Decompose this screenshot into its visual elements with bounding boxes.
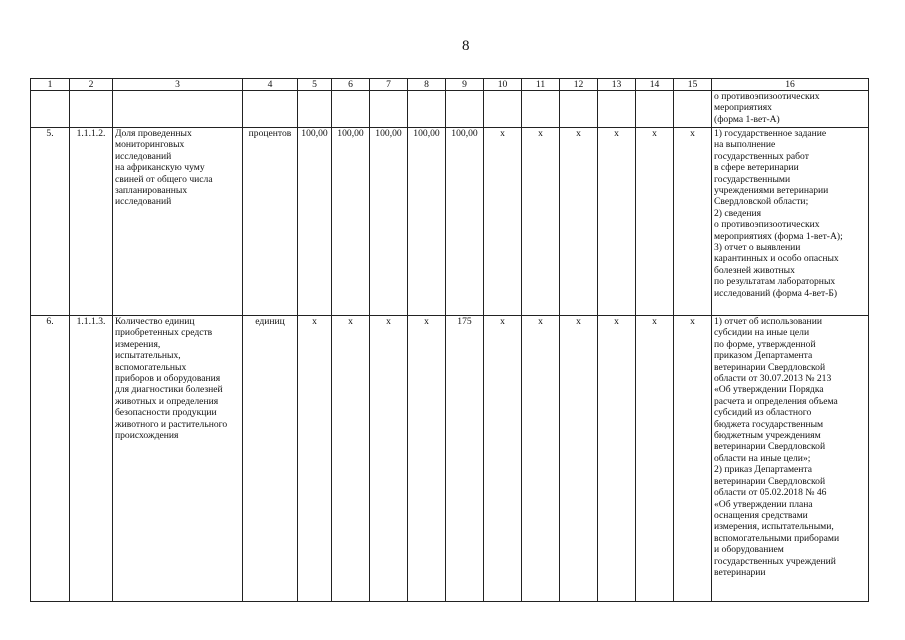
header-cell: 9 [446,79,484,91]
indicator-name: Количество единиц приобретенных средств измерения, испытательных, вспомогательных приборов и оборудования для диагностики болезней животных и определения безопасности продукции животного и растительного происхождения [113,316,243,602]
source-cell: 1) отчет об использовании субсидии на иные цели по форме, утвержденной приказом Департамента ветеринарии Свердловской области от 30.07.2013 № 213 «Об утверждении Порядка расчета и определения объема субсидий из областного бюджета государственным бюджетным учреждениям ветеринарии Свердловской области на иные цели»; 2) приказ Департамента ветеринарии Свердловской области от 05.02.2018 № 46 «Об утверждении плана оснащения средствами измерения, испытательными, вспомогательными приборами и оборудованием государственных учреждений ветеринарии [712,316,869,602]
table-row [31,128,869,316]
value-cell: 100,00 [298,128,332,316]
value-cell: 175 [446,316,484,602]
value-cell: x [636,316,674,602]
value-cell: 100,00 [446,128,484,316]
source-cell: 1) государственное задание на выполнение государственных работ в сфере ветеринарии государственными учреждениями ветеринарии Свердловской области; 2) сведения о противоэпизоотических мероприятиях (форма 1-вет-А); 3) отчет о выявлении карантинных и особо опасных болезней животных по результатам лабораторных исследований (форма 4-вет-Б) [712,128,869,316]
value-cell: x [674,316,712,602]
empty-cell [636,91,674,128]
table-row [31,316,869,602]
empty-cell [113,91,243,128]
value-cell: x [598,316,636,602]
value-cell: x [598,128,636,316]
header-cell: 16 [712,79,869,91]
empty-cell [332,91,370,128]
header-cell: 8 [408,79,446,91]
value-cell: x [560,316,598,602]
source-cell: о противоэпизоотических мероприятиях (форма 1-вет-А) [712,91,869,128]
empty-cell [484,91,522,128]
header-cell: 6 [332,79,370,91]
header-cell: 15 [674,79,712,91]
header-cell: 2 [70,79,113,91]
unit-cell: единиц [243,316,298,602]
header-cell: 4 [243,79,298,91]
row-code: 1.1.1.3. [70,316,113,602]
value-cell: x [636,128,674,316]
empty-cell [522,91,560,128]
value-cell: x [332,316,370,602]
header-cell: 3 [113,79,243,91]
empty-cell [560,91,598,128]
header-cell: 10 [484,79,522,91]
header-cell: 14 [636,79,674,91]
value-cell: x [522,316,560,602]
empty-cell [243,91,298,128]
unit-cell: процентов [243,128,298,316]
continuation-row [31,91,869,128]
value-cell: x [408,316,446,602]
header-cell: 7 [370,79,408,91]
empty-cell [70,91,113,128]
empty-cell [674,91,712,128]
indicator-name: Доля проведенных мониторинговых исследований на африканскую чуму свиней от общего числа запланированных исследований [113,128,243,316]
header-row [31,79,869,91]
row-code: 1.1.1.2. [70,128,113,316]
header-cell: 12 [560,79,598,91]
empty-cell [598,91,636,128]
empty-cell [370,91,408,128]
empty-cell [446,91,484,128]
header-cell: 11 [522,79,560,91]
value-cell: x [370,316,408,602]
value-cell: 100,00 [332,128,370,316]
value-cell: x [560,128,598,316]
empty-cell [31,91,70,128]
value-cell: x [484,128,522,316]
row-number: 5. [31,128,70,316]
header-cell: 13 [598,79,636,91]
page-number: 8 [462,38,470,54]
value-cell: 100,00 [370,128,408,316]
value-cell: x [674,128,712,316]
empty-cell [408,91,446,128]
header-cell: 5 [298,79,332,91]
value-cell: 100,00 [408,128,446,316]
value-cell: x [522,128,560,316]
value-cell: x [298,316,332,602]
header-cell: 1 [31,79,70,91]
indicators-table [30,78,869,602]
empty-cell [298,91,332,128]
row-number: 6. [31,316,70,602]
value-cell: x [484,316,522,602]
